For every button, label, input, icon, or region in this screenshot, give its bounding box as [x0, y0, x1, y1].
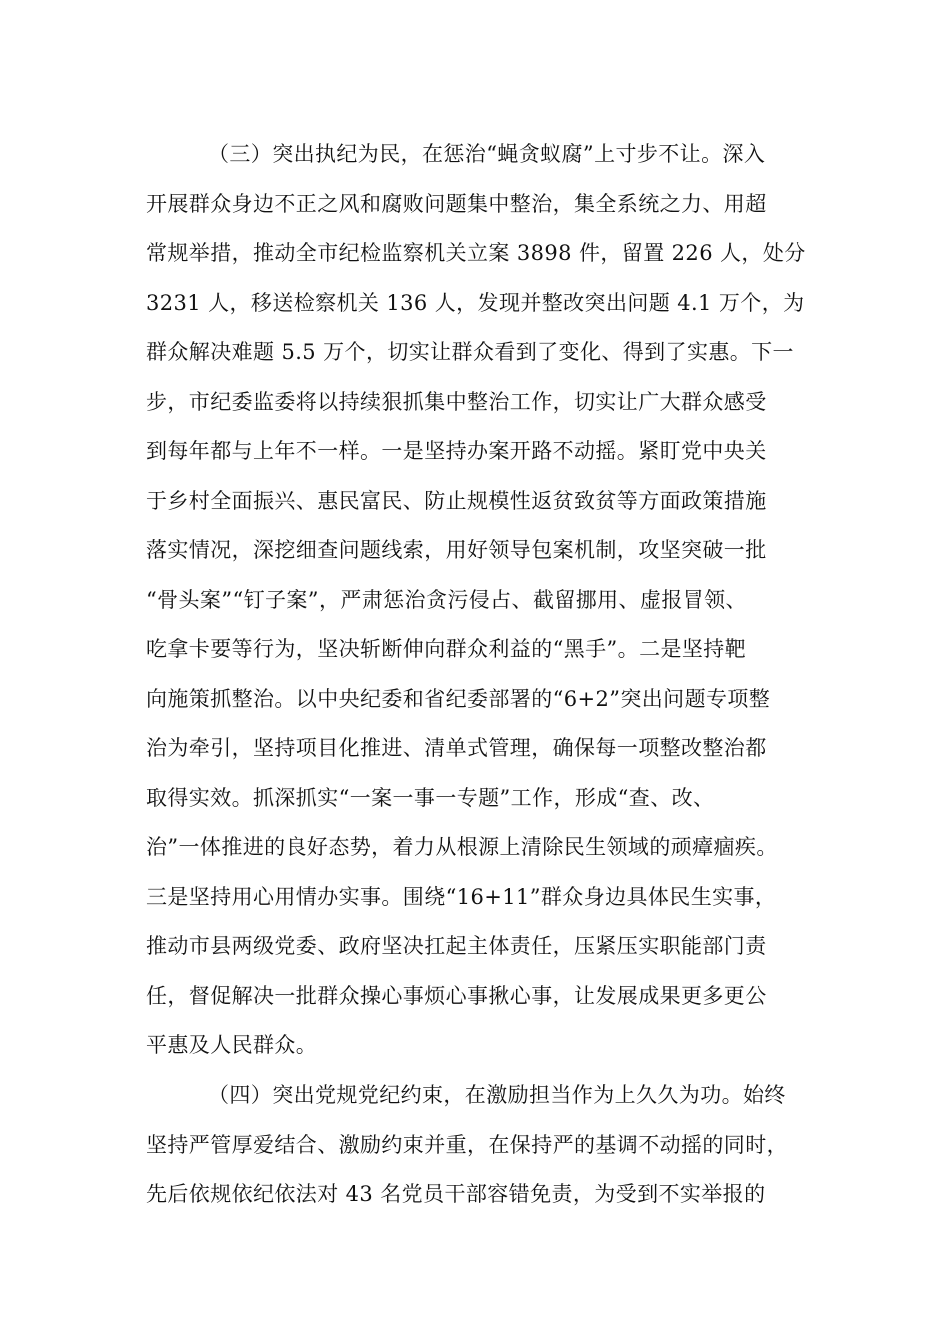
paragraph-line: “骨头案”“钉子案”，严肃惩治贪污侵占、截留挪用、虚报冒领、	[146, 587, 747, 612]
paragraph-line: 三是坚持用心用情办实事。围绕“16+11”群众身边具体民生实事，	[146, 884, 777, 909]
paragraph-line: 先后依规依纪依法对 43 名党员干部容错免责，为受到不实举报的	[146, 1182, 766, 1206]
paragraph-line: 步，市纪委监委将以持续狠抓集中整治工作，切实让广大群众感受	[146, 389, 767, 414]
paragraph-line: 坚持严管厚爱结合、激励约束并重，在保持严的基调不动摇的同时，	[146, 1132, 788, 1157]
paragraph-line: 到每年都与上年不一样。一是坚持办案开路不动摇。紧盯党中央关	[146, 439, 767, 463]
paragraph-line: 于乡村全面振兴、惠民富民、防止规模性返贫致贫等方面政策措施	[146, 488, 767, 513]
paragraph-line: （四）突出党规党纪约束，在激励担当作为上久久为功。始终	[208, 1083, 786, 1107]
paragraph-line: （三）突出执纪为民，在惩治“蝇贪蚁腐”上寸步不让。深入	[208, 142, 766, 166]
paragraph-line: 推动市县两级党委、政府坚决扛起主体责任，压紧压实职能部门责	[146, 934, 767, 958]
paragraph-line: 落实情况，深挖细查问题线索，用好领导包案机制，攻坚突破一批	[146, 538, 767, 562]
paragraph-line: 平惠及人民群众。	[146, 1033, 318, 1057]
paragraph-line: 向施策抓整治。以中央纪委和省纪委部署的“6+2”突出问题专项整	[146, 686, 771, 711]
paragraph-line: 开展群众身边不正之风和腐败问题集中整治，集全系统之力、用超	[146, 191, 767, 216]
paragraph-line: 治”一体推进的良好态势，着力从根源上清除民生领域的顽瘴痼疾。	[146, 835, 778, 859]
paragraph-line: 吃拿卡要等行为，坚决斩断伸向群众利益的“黑手”。二是坚持靶	[146, 637, 747, 661]
paragraph-line: 3231 人，移送检察机关 136 人，发现并整改突出问题 4.1 万个，为	[146, 290, 805, 315]
paragraph-line: 治为牵引，坚持项目化推进、清单式管理，确保每一项整改整治都	[146, 736, 767, 760]
paragraph-line: 任，督促解决一批群众操心事烦心事揪心事，让发展成果更多更公	[146, 983, 767, 1008]
paragraph-line: 取得实效。抓深抓实“一案一事一专题”工作，形成“查、改、	[146, 785, 715, 810]
paragraph-line: 常规举措，推动全市纪检监察机关立案 3898 件，留置 226 人，处分	[146, 241, 806, 265]
paragraph-line: 群众解决难题 5.5 万个，切实让群众看到了变化、得到了实惠。下一	[146, 340, 794, 364]
